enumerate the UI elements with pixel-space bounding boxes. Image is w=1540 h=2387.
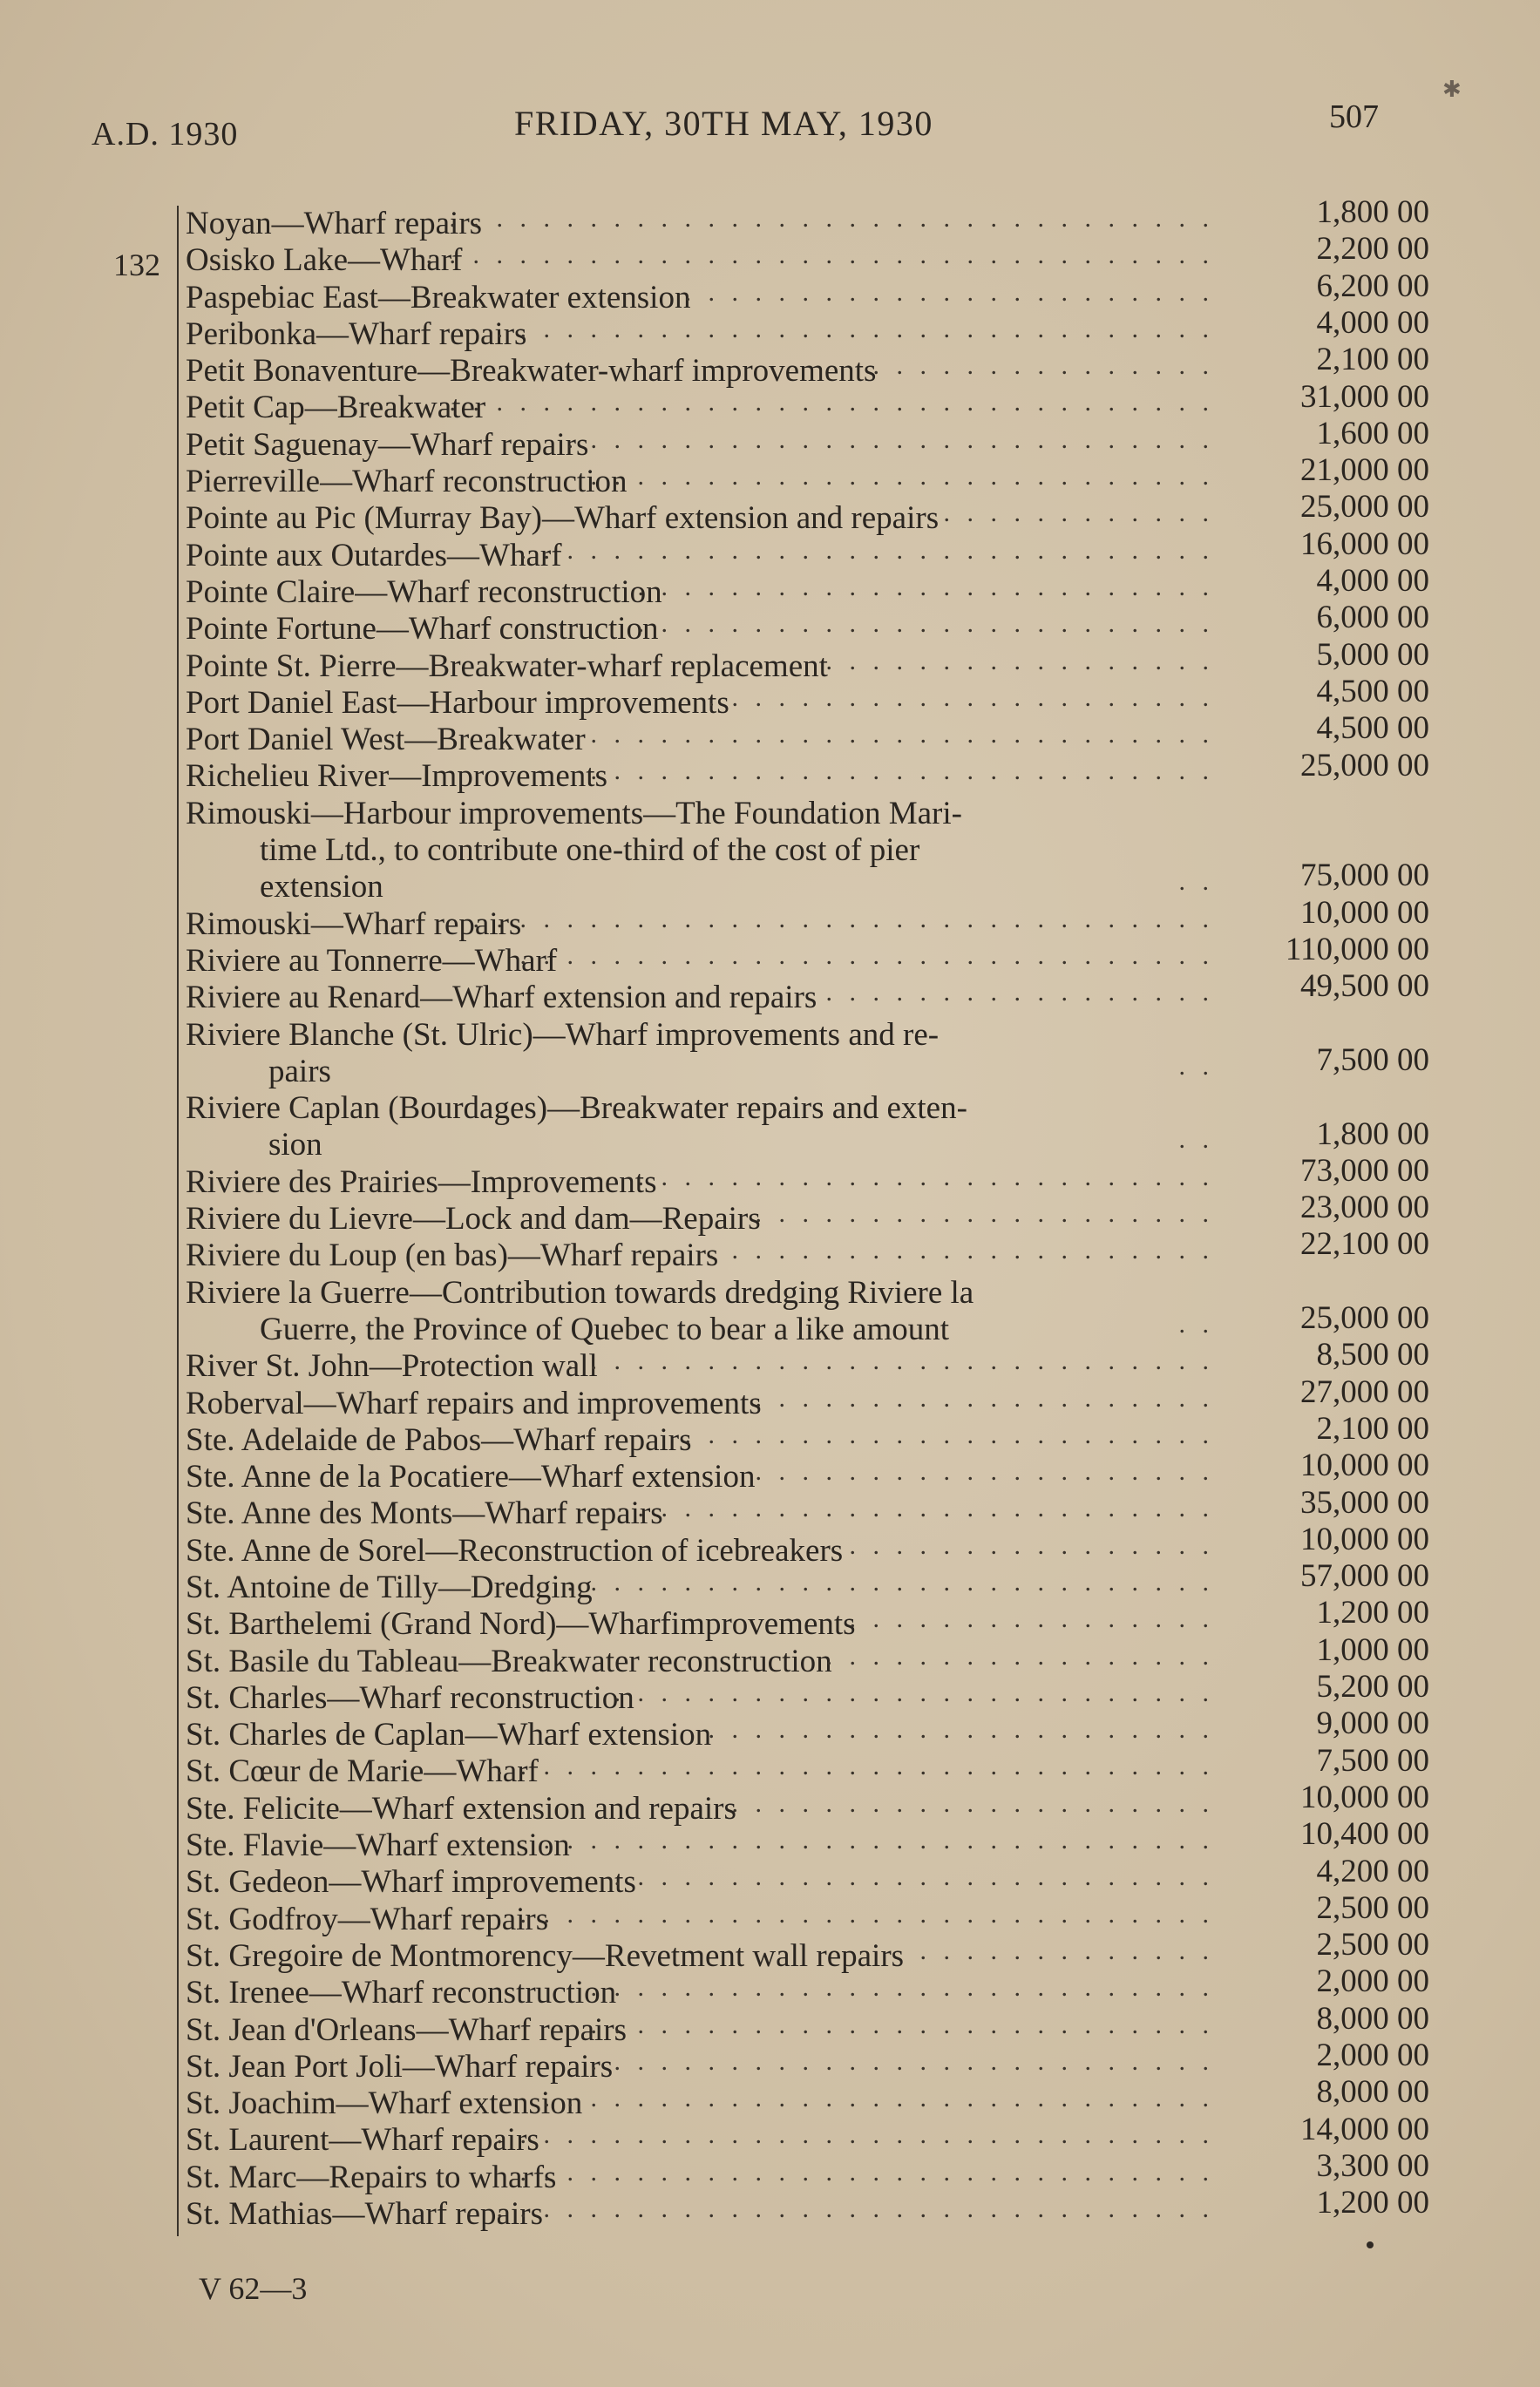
item-amount: 8,000 00	[1316, 2000, 1429, 2037]
item-label: St. Jean Port Joli—Wharf repairs	[186, 2048, 614, 2085]
item-label: Ste. Felicite—Wharf extension and repairs	[186, 1790, 736, 1827]
leader-dots: . . . . . . . . . . . . . . . . . . . . . .	[708, 682, 1214, 712]
leader-dots: . .	[1178, 867, 1214, 897]
item-amount: 8,500 00	[1316, 1337, 1429, 1373]
item-label: Port Daniel East—Harbour improvements	[186, 684, 729, 721]
item-label: Pointe St. Pierre—Breakwater-wharf replacement	[186, 648, 828, 684]
item-label: Roberval—Wharf repairs and improvements	[186, 1385, 762, 1421]
leader-dots: . . . . . . . . . . . . .	[919, 1936, 1214, 1965]
item-label: Ste. Anne de Sorel—Reconstruction of icebreakers	[186, 1532, 844, 1569]
leader-dots: . . . . . . . . . . . . . . . . . . . . . . .	[684, 277, 1214, 307]
leader-dots: . . . . . . . . . . . . . . . . . . . . . . . . . . . . . . . . .	[449, 388, 1214, 417]
item-amount: 73,000 00	[1300, 1152, 1429, 1189]
section-brace	[177, 206, 182, 2236]
list-item	[186, 1275, 1214, 1349]
item-amount: 2,100 00	[1316, 1410, 1429, 1447]
item-amount: 14,000 00	[1300, 2111, 1429, 2147]
page-number: 507	[1329, 98, 1379, 135]
item-label: St. Basile du Tableau—Breakwater reconstruction	[186, 1643, 832, 1679]
leader-dots: . . . . . . . . . . . . . . . . . . . .	[755, 1199, 1214, 1229]
leader-dots: . . . . . . . . . . . . . . . . . . . . . . . . . . . . .	[543, 1826, 1214, 1855]
item-amount: 3,300 00	[1316, 2147, 1429, 2184]
item-amount: 10,400 00	[1300, 1816, 1429, 1853]
item-label: Ste. Anne de la Pocatiere—Wharf extension	[186, 1459, 756, 1495]
item-label: St. Joachim—Wharf extension	[186, 2085, 583, 2122]
item-list	[186, 206, 1214, 2233]
item-amount: 1,800 00	[1316, 1116, 1429, 1152]
item-label: Pointe aux Outardes—Wharf	[186, 537, 562, 573]
leader-dots: . . . . . . . . . . . . . . . . . . . . . . . . . . . . . . .	[496, 2194, 1214, 2224]
item-label: Ste. Flavie—Wharf extension	[186, 1828, 570, 1864]
item-amount: 25,000 00	[1300, 1300, 1429, 1336]
item-amount: 4,000 00	[1316, 304, 1429, 341]
leader-dots: . . . . . . . . . . . . . . . . . . . .	[755, 1383, 1214, 1413]
list-item	[186, 758, 1214, 795]
item-amount: 49,500 00	[1300, 968, 1429, 1005]
page-footer: V 62—3	[199, 2271, 308, 2306]
leader-dots: . . . . . . . . . . . . . . . . . . . . . . . . . . .	[590, 2010, 1214, 2039]
item-amount: 5,200 00	[1316, 1669, 1429, 1705]
list-item	[186, 1090, 1214, 1164]
leader-dots: . .	[1178, 1125, 1214, 1155]
item-amount: 1,200 00	[1316, 1595, 1429, 1631]
item-label: St. Barthelemi (Grand Nord)—Wharfimprovements	[186, 1606, 856, 1643]
item-label: Riviere des Prairies—Improvements	[186, 1163, 657, 1200]
leader-dots: . . . . . . . . . . . . . . . . . . . . . . . . . . . .	[566, 1346, 1214, 1376]
item-amount: 31,000 00	[1300, 378, 1429, 415]
item-label: St. Cœur de Marie—Wharf	[186, 1753, 539, 1790]
list-item	[186, 980, 1214, 1016]
item-amount: 2,000 00	[1316, 2038, 1429, 2073]
item-label: St. Charles de Caplan—Wharf extension	[186, 1717, 712, 1753]
item-amount: 1,200 00	[1316, 2185, 1429, 2221]
item-amount: 2,000 00	[1316, 1963, 1429, 2000]
leader-dots: . . . . . . . . . . . . . . . . . . . . . . . . . . . . . .	[519, 1899, 1214, 1929]
leader-dots: . . . . . . . . . . . . . . . . . . . . . . .	[684, 1420, 1214, 1449]
item-amount: 2,100 00	[1316, 342, 1429, 378]
item-amount: 25,000 00	[1300, 489, 1429, 526]
item-amount: 4,000 00	[1316, 563, 1429, 599]
item-label: Pierreville—Wharf reconstruction	[186, 464, 628, 500]
leader-dots: . . . . . . . . . . . . . . . . . . . . . . . . . . .	[590, 1973, 1214, 2003]
item-label: St. Godfroy—Wharf repairs	[186, 1901, 549, 1937]
item-label: Riviere au Tonnerre—Wharf	[186, 942, 558, 979]
item-amount: 10,000 00	[1300, 1779, 1429, 1815]
leader-dots: . . . . . . . . . . . . . . . . . . . . . . . . . . .	[590, 462, 1214, 492]
leader-dots: . . . . . . . . . . . . . . . . .	[825, 646, 1214, 675]
item-label: St. Antoine de Tilly—Dredging	[186, 1569, 593, 1605]
leader-dots: . . . . . . . . . . . . . . . . . . . . . . . . .	[637, 572, 1214, 601]
header-year: A.D. 1930	[92, 116, 239, 153]
item-amount: 4,200 00	[1316, 1853, 1429, 1889]
item-amount: 21,000 00	[1300, 452, 1429, 489]
item-label: St. Marc—Repairs to wharfs	[186, 2159, 557, 2195]
item-amount: 7,500 00	[1316, 1742, 1429, 1779]
item-amount: 6,200 00	[1316, 268, 1429, 304]
item-label: Riviere la Guerre—Contribution towards dredging Riviere la Guerre, the Province of Quebec to bear a like amount	[186, 1274, 974, 1347]
leader-dots: . . . . . . . . . . . . . . . . . . . . . . . . .	[637, 1162, 1214, 1191]
leader-dots: . . . . . . . . . . . . . . . . . . . . . . . . . . . .	[566, 424, 1214, 454]
ink-mark: ✱	[1442, 77, 1462, 102]
leader-dots: . . . . . . . . . . . . . . . . . . . . . . . . . . . .	[566, 1567, 1214, 1597]
item-label: Petit Cap—Breakwater	[186, 390, 486, 426]
item-amount: 4,500 00	[1316, 673, 1429, 709]
item-label: Osisko Lake—Wharf	[186, 242, 463, 279]
leader-dots: . . . . . . . . . . . . . . . . . . . . . . . . . . . . . .	[519, 2157, 1214, 2187]
item-label: Paspebiac East—Breakwater extension	[186, 279, 691, 315]
item-label: St. Charles—Wharf reconstruction	[186, 1679, 634, 1716]
leader-dots: . . . . . . . . . . . . . . . . . . . . .	[731, 1788, 1214, 1818]
item-label: Peribonka—Wharf repairs	[186, 315, 527, 352]
leader-dots: . . . . . . . . . . . . . . . . .	[825, 978, 1214, 1007]
leader-dots: . . . . . . . . . . . . . . . . . . . .	[755, 1457, 1214, 1487]
item-label: Richelieu River—Improvements	[186, 758, 607, 795]
item-label: St. Mathias—Wharf repairs	[186, 2196, 543, 2233]
item-label: St. Gregoire de Montmorency—Revetment wall repairs	[186, 1937, 905, 1974]
item-label: Pointe au Pic (Murray Bay)—Wharf extension and repairs	[186, 500, 940, 537]
list-item	[186, 796, 1214, 906]
item-label: Riviere au Renard—Wharf extension and repairs	[186, 980, 817, 1016]
item-label: Riviere Blanche (St. Ulric)—Wharf improvements and re- pairs	[186, 1016, 940, 1089]
item-amount: 75,000 00	[1300, 858, 1429, 894]
item-amount: 23,000 00	[1300, 1190, 1429, 1226]
item-label: Riviere du Lievre—Lock and dam—Repairs	[186, 1201, 761, 1238]
leader-dots: . . . . . . . . . . . . . . . . . . . . . .	[708, 1236, 1214, 1265]
item-label: Rimouski—Wharf repairs	[186, 905, 522, 942]
leader-dots: . . . . . . . . . . . . . . . . . . . . . . . . . .	[614, 1862, 1214, 1892]
item-label: St. Jean d'Orleans—Wharf repairs	[186, 2011, 627, 2048]
item-label: Pointe Claire—Wharf reconstruction	[186, 573, 662, 610]
item-amount: 1,600 00	[1316, 415, 1429, 451]
item-amount: 22,100 00	[1300, 1226, 1429, 1263]
item-label: Petit Bonaventure—Breakwater-wharf improvements	[186, 353, 877, 390]
item-amount: 10,000 00	[1300, 1521, 1429, 1557]
leader-dots: . . . . . . . . . . . . . . . . . . . . . . . . . .	[614, 1678, 1214, 1707]
item-amount: 110,000 00	[1285, 932, 1429, 967]
ink-dot	[1367, 2241, 1374, 2248]
leader-dots: . . . . . . . . . . . . . . . . . . . . . . . . . . . . . . .	[496, 314, 1214, 343]
leader-dots: . . . . . . . . . . . . . . . . . . . . . . . . . . . . . .	[519, 535, 1214, 565]
leader-dots: . . . . . . . . . . . . . . . . . . . . . . . . . . . . . . .	[496, 1752, 1214, 1781]
item-amount: 5,000 00	[1316, 636, 1429, 673]
page-header	[0, 98, 1540, 153]
leader-dots: . . . . . . . . . . . . . . . .	[849, 1604, 1214, 1634]
item-amount: 2,500 00	[1316, 1889, 1429, 1926]
item-label: Riviere du Loup (en bas)—Wharf repairs	[186, 1238, 719, 1274]
item-amount: 2,500 00	[1316, 1927, 1429, 1963]
item-label: St. Irenee—Wharf reconstruction	[186, 1975, 617, 2011]
item-label: Rimouski—Harbour improvements—The Foundation Mari- time Ltd., to contribute one-third of the cost of pier extension	[186, 795, 962, 905]
item-label: St. Gedeon—Wharf improvements	[186, 1864, 636, 1901]
item-label: Riviere Caplan (Bourdages)—Breakwater repairs and exten- sion	[186, 1090, 967, 1163]
leader-dots: . .	[1178, 1051, 1214, 1081]
item-label: River St. John—Protection wall	[186, 1348, 598, 1385]
section-number: 132	[113, 248, 160, 282]
list-item	[186, 1017, 1214, 1091]
leader-dots: . . . . . . . . . . . . . . . . . . . . . . . . . . .	[590, 756, 1214, 786]
leader-dots: . . . . . . . . . . . . . . . . . . . . . . . . . . . . . .	[519, 940, 1214, 970]
item-amount: 7,500 00	[1316, 1041, 1429, 1078]
leader-dots: . . . . . . . . . . . . . . . . . . . . . . . . . . . . . . .	[496, 2120, 1214, 2150]
leader-dots: . . . . . . . . . . . . . . . .	[849, 1530, 1214, 1560]
item-amount: 16,000 00	[1300, 526, 1429, 562]
item-amount: 25,000 00	[1300, 747, 1429, 783]
item-amount: 6,000 00	[1316, 600, 1429, 636]
item-amount: 9,000 00	[1316, 1705, 1429, 1742]
leader-dots: . . . . . . . . . . . . . . . . . . . . . . . . .	[637, 1494, 1214, 1523]
list-item	[186, 2196, 1214, 2233]
item-amount: 10,000 00	[1300, 1448, 1429, 1484]
item-amount: 4,500 00	[1316, 710, 1429, 747]
header-date: FRIDAY, 30TH MAY, 1930	[514, 104, 933, 143]
item-label: Petit Saguenay—Wharf repairs	[186, 426, 589, 463]
item-amount: 8,000 00	[1316, 2074, 1429, 2111]
leader-dots: . . . . . . . . . . . . . . . . . . . . . . . . . . . . . . . . .	[449, 204, 1214, 233]
leader-dots: . . . . . . . . . . . . . . . . . . . . . . . . . . . . . . . .	[472, 904, 1214, 933]
leader-dots: . . . . . . . . . . . . . . . . . . . . . . . . . . . . . . . . . .	[425, 241, 1214, 270]
item-amount: 27,000 00	[1300, 1373, 1429, 1410]
leader-dots: . . . . . . . . . . . . . . .	[872, 351, 1214, 381]
item-amount: 10,000 00	[1300, 894, 1429, 931]
leader-dots: . . . . . . . . . . . . . . . . .	[825, 1641, 1214, 1671]
leader-dots: . .	[1178, 1309, 1214, 1339]
leader-dots: . . . . . . . . . . . .	[943, 498, 1214, 528]
list-item	[186, 1238, 1214, 1274]
leader-dots: . . . . . . . . . . . . . . . . . . . . . . . . .	[637, 609, 1214, 639]
leader-dots: . . . . . . . . . . . . . . . . . . . . . .	[708, 1715, 1214, 1745]
item-label: St. Laurent—Wharf repairs	[186, 2122, 539, 2159]
item-label: Noyan—Wharf repairs	[186, 206, 483, 241]
leader-dots: . . . . . . . . . . . . . . . . . . . . . . . . . . .	[590, 2046, 1214, 2076]
leader-dots: . . . . . . . . . . . . . . . . . . . . . . . . . . . . .	[543, 2084, 1214, 2113]
item-amount: 1,000 00	[1316, 1631, 1429, 1668]
leader-dots: . . . . . . . . . . . . . . . . . . . . . . . . . . . . .	[543, 720, 1214, 749]
item-label: Ste. Adelaide de Pabos—Wharf repairs	[186, 1421, 692, 1458]
item-label: Port Daniel West—Breakwater	[186, 722, 586, 758]
item-amount: 2,200 00	[1316, 231, 1429, 268]
item-label: Ste. Anne des Monts—Wharf repairs	[186, 1495, 663, 1532]
item-label: Pointe Fortune—Wharf construction	[186, 611, 659, 648]
item-amount: 35,000 00	[1300, 1484, 1429, 1521]
item-amount: 1,800 00	[1316, 194, 1429, 230]
item-amount: 57,000 00	[1300, 1558, 1429, 1595]
